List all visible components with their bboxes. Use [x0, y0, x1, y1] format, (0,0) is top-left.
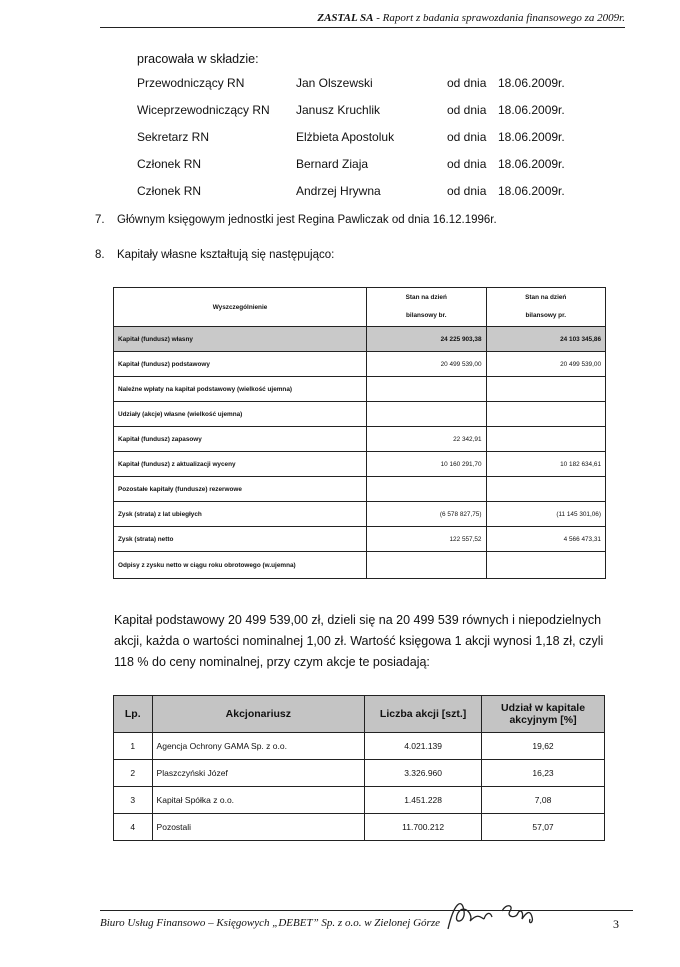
shareholder-lp: 2	[114, 760, 153, 787]
member-role: Członek RN	[137, 157, 202, 171]
equity-row-current: 22 342,91	[367, 427, 486, 452]
equity-row-current: 24 225 903,38	[367, 327, 486, 352]
equity-header-current	[367, 288, 486, 327]
equity-row	[114, 402, 606, 427]
item-8	[95, 249, 334, 261]
member-from: od dnia	[447, 157, 487, 171]
handwritten-signature	[440, 893, 550, 933]
shareholders-header-share: Udział w kapitale akcyjnym [%]	[482, 696, 605, 733]
member-from: od dnia	[447, 103, 487, 117]
equity-row-label: Zysk (strata) z lat ubiegłych	[114, 502, 367, 527]
equity-row-label: Kapitał (fundusz) własny	[114, 327, 367, 352]
member-from: od dnia	[447, 130, 487, 144]
shareholder-row	[114, 814, 605, 841]
member-role: Przewodniczący RN	[137, 76, 245, 90]
equity-row-label: Udziały (akcje) własne (wielkość ujemna)	[114, 402, 367, 427]
member-date: 18.06.2009r.	[498, 184, 565, 198]
equity-header-current-line2: bilansowy br.	[406, 312, 447, 319]
member-date: 18.06.2009r.	[498, 130, 565, 144]
equity-row	[114, 377, 606, 402]
board-members-list	[137, 76, 577, 211]
equity-row	[114, 327, 606, 352]
shareholder-row	[114, 787, 605, 814]
shareholders-header-row	[114, 696, 605, 733]
equity-row-current: (6 578 827,75)	[367, 502, 486, 527]
equity-header-previous-line1: Stan na dzień	[525, 294, 567, 301]
shareholder-name: Agencja Ochrony GAMA Sp. z o.o.	[152, 733, 365, 760]
shareholder-count: 3.326.960	[365, 760, 482, 787]
equity-row-previous: (11 145 301,06)	[486, 502, 606, 527]
shareholder-count: 11.700.212	[365, 814, 482, 841]
equity-row-current: 20 499 539,00	[367, 352, 486, 377]
board-member	[137, 157, 577, 184]
shareholder-count: 1.451.228	[365, 787, 482, 814]
shareholder-lp: 3	[114, 787, 153, 814]
item-8-text: Kapitały własne kształtują się następująco:	[117, 249, 335, 261]
equity-row	[114, 552, 606, 579]
equity-row-current: 122 557,52	[367, 527, 486, 552]
shareholder-name: Pozostali	[152, 814, 365, 841]
equity-header-item: Wyszczególnienie	[114, 288, 367, 327]
equity-row-previous: 10 182 634,61	[486, 452, 606, 477]
shareholder-name: Plaszczyński Józef	[152, 760, 365, 787]
equity-row	[114, 502, 606, 527]
shareholders-header-lp: Lp.	[114, 696, 153, 733]
equity-row-previous	[486, 477, 606, 502]
equity-table-header	[114, 288, 606, 327]
equity-row	[114, 527, 606, 552]
equity-row-current	[367, 402, 486, 427]
board-member	[137, 130, 577, 157]
header-company: ZASTAL SA	[317, 12, 374, 24]
item-7-text: Głównym księgowym jednostki jest Regina Pawliczak od dnia 16.12.1996r.	[117, 214, 497, 226]
shareholders-header-name: Akcjonariusz	[152, 696, 365, 733]
equity-row-label: Kapitał (fundusz) podstawowy	[114, 352, 367, 377]
item-7-number: 7.	[95, 214, 105, 226]
equity-row-previous	[486, 427, 606, 452]
equity-row-current	[367, 377, 486, 402]
member-date: 18.06.2009r.	[498, 157, 565, 171]
equity-table	[113, 287, 606, 579]
member-name: Jan Olszewski	[296, 76, 373, 90]
item-8-number: 8.	[95, 249, 105, 261]
capital-paragraph: Kapitał podstawowy 20 499 539,00 zł, dzieli się na 20 499 539 równych i niepodzielnych akcji, każda o wartości nominalnej 1,00 zł. Wartość księgowa 1 akcji wynosi 1,18 zł, czyli 118 % do ceny nominalnej, przy czym akcje te posiadają:	[114, 613, 604, 669]
equity-row-current	[367, 477, 486, 502]
equity-row	[114, 452, 606, 477]
header-title: - Raport z badania sprawozdania finansowego za 2009r.	[373, 12, 625, 24]
equity-row-label: Pozostałe kapitały (fundusze) rezerwowe	[114, 477, 367, 502]
member-role: Wiceprzewodniczący RN	[137, 103, 270, 117]
equity-row-label: Odpisy z zysku netto w ciągu roku obrotowego (w.ujemna)	[114, 552, 367, 579]
equity-row-previous	[486, 402, 606, 427]
equity-header-previous-line2: bilansowy pr.	[525, 312, 566, 319]
equity-row-label: Należne wpłaty na kapitał podstawowy (wielkość ujemna)	[114, 377, 367, 402]
member-name: Bernard Ziaja	[296, 157, 369, 171]
footer-text: Biuro Usług Finansowo – Księgowych „DEBET” Sp. z o.o. w Zielonej Górze	[100, 917, 440, 929]
board-member	[137, 103, 577, 130]
board-intro: pracowała w składzie:	[137, 52, 259, 66]
board-member	[137, 184, 577, 211]
member-name: Janusz Kruchlik	[296, 103, 381, 117]
shareholders-table	[113, 695, 605, 841]
equity-row-current	[367, 552, 486, 579]
member-role: Sekretarz RN	[137, 130, 210, 144]
equity-row-label: Kapitał (fundusz) z aktualizacji wyceny	[114, 452, 367, 477]
shareholder-lp: 4	[114, 814, 153, 841]
page-number: 3	[613, 917, 619, 931]
equity-row-previous	[486, 552, 606, 579]
shareholder-name: Kapitał Spółka z o.o.	[152, 787, 365, 814]
member-from: od dnia	[447, 184, 487, 198]
equity-row-label: Kapitał (fundusz) zapasowy	[114, 427, 367, 452]
shareholder-share: 19,62	[482, 733, 605, 760]
shareholder-row	[114, 733, 605, 760]
equity-row-current: 10 160 291,70	[367, 452, 486, 477]
member-role: Członek RN	[137, 184, 202, 198]
shareholder-share: 57,07	[482, 814, 605, 841]
member-date: 18.06.2009r.	[498, 103, 565, 117]
shareholder-row	[114, 760, 605, 787]
page-header	[100, 12, 625, 28]
shareholder-count: 4.021.139	[365, 733, 482, 760]
member-name: Andrzej Hrywna	[296, 184, 381, 198]
equity-header-previous	[486, 288, 606, 327]
shareholders-header-count: Liczba akcji [szt.]	[365, 696, 482, 733]
footer-divider	[100, 910, 633, 911]
equity-row-previous: 24 103 345,86	[486, 327, 606, 352]
member-date: 18.06.2009r.	[498, 76, 565, 90]
member-from: od dnia	[447, 76, 487, 90]
equity-row-previous: 20 499 539,00	[486, 352, 606, 377]
equity-row	[114, 477, 606, 502]
equity-row-label: Zysk (strata) netto	[114, 527, 367, 552]
member-name: Elżbieta Apostoluk	[296, 130, 395, 144]
equity-header-current-line1: Stan na dzień	[405, 294, 447, 301]
shareholder-lp: 1	[114, 733, 153, 760]
item-7	[95, 214, 497, 226]
board-member	[137, 76, 577, 103]
equity-row	[114, 352, 606, 377]
equity-row	[114, 427, 606, 452]
equity-row-previous: 4 566 473,31	[486, 527, 606, 552]
shareholder-share: 16,23	[482, 760, 605, 787]
shareholder-share: 7,08	[482, 787, 605, 814]
equity-row-previous	[486, 377, 606, 402]
